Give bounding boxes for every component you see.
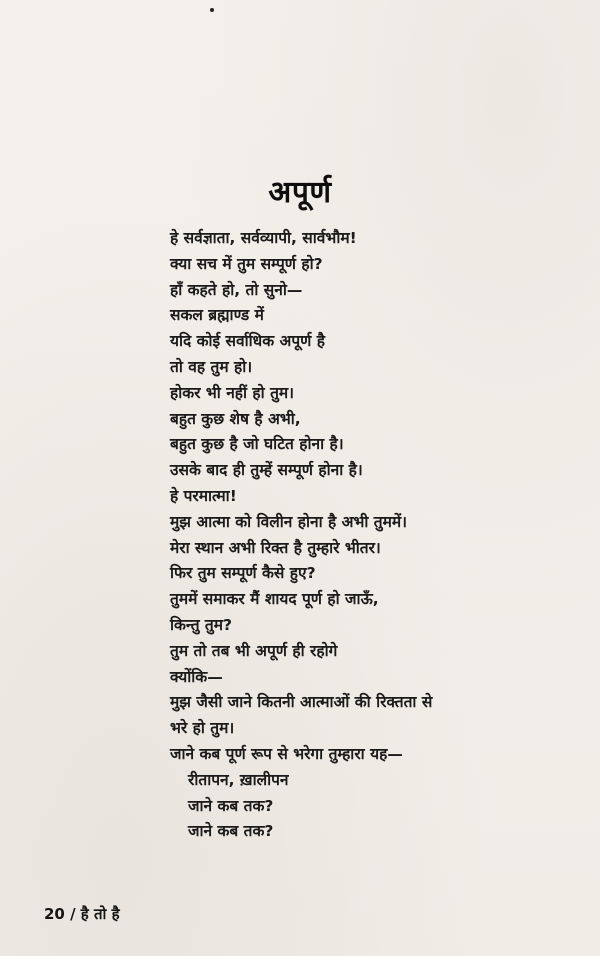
poem-line: हे सर्वज्ञाता, सर्वव्यापी, सार्वभौम! <box>170 229 357 247</box>
poem-line: हाँ कहते हो, तो सुनो— <box>170 280 303 299</box>
poem-line: फिर तुम सम्पूर्ण कैसे हुए? <box>170 564 316 583</box>
poem-line: यदि कोई सर्वाधिक अपूर्ण है <box>170 332 325 351</box>
poem-body <box>170 226 432 845</box>
poem-line: क्या सच में तुम सम्पूर्ण हो? <box>170 254 323 273</box>
ink-dot <box>210 8 214 12</box>
poem-line: हे परमात्मा! <box>170 486 237 505</box>
poem-line: रीतापन, ख़ालीपन <box>188 770 289 789</box>
page-footer: 20 / है तो है <box>44 905 120 923</box>
poem-line: उसके बाद ही तुम्हें सम्पूर्ण होना है। <box>170 461 363 480</box>
poem-line: मुझ आत्मा को विलीन होना है अभी तुममें। <box>170 512 408 531</box>
poem-line: बहुत कुछ है जो घटित होना है। <box>170 435 344 454</box>
poem-line: तो वह तुम हो। <box>170 357 253 376</box>
poem-title: अपूर्ण <box>268 175 332 211</box>
poem-line: तुममें समाकर मैं शायद पूर्ण हो जाऊँ, <box>170 590 379 609</box>
poem-line: जाने कब तक? <box>188 822 274 841</box>
poem-line: तुम तो तब भी अपूर्ण ही रहोगे <box>170 641 338 660</box>
poem-line: बहुत कुछ शेष है अभी, <box>170 409 301 428</box>
poem-line: जाने कब तक? <box>188 796 274 815</box>
poem-line: मेरा स्थान अभी रिक्त है तुम्हारे भीतर। <box>170 538 381 557</box>
poem-line: सकल ब्रह्माण्ड में <box>170 306 264 325</box>
poem-line: क्योंकि— <box>170 667 223 686</box>
poem-line: किन्तु तुम? <box>170 615 233 634</box>
poem-line: जाने कब पूर्ण रूप से भरेगा तुम्हारा यह— <box>170 744 403 763</box>
poem-line: भरे हो तुम। <box>170 719 235 738</box>
poem-line: होकर भी नहीं हो तुम। <box>170 383 295 402</box>
poem-line: मुझ जैसी जाने कितनी आत्माओं की रिक्तता से <box>170 693 433 712</box>
